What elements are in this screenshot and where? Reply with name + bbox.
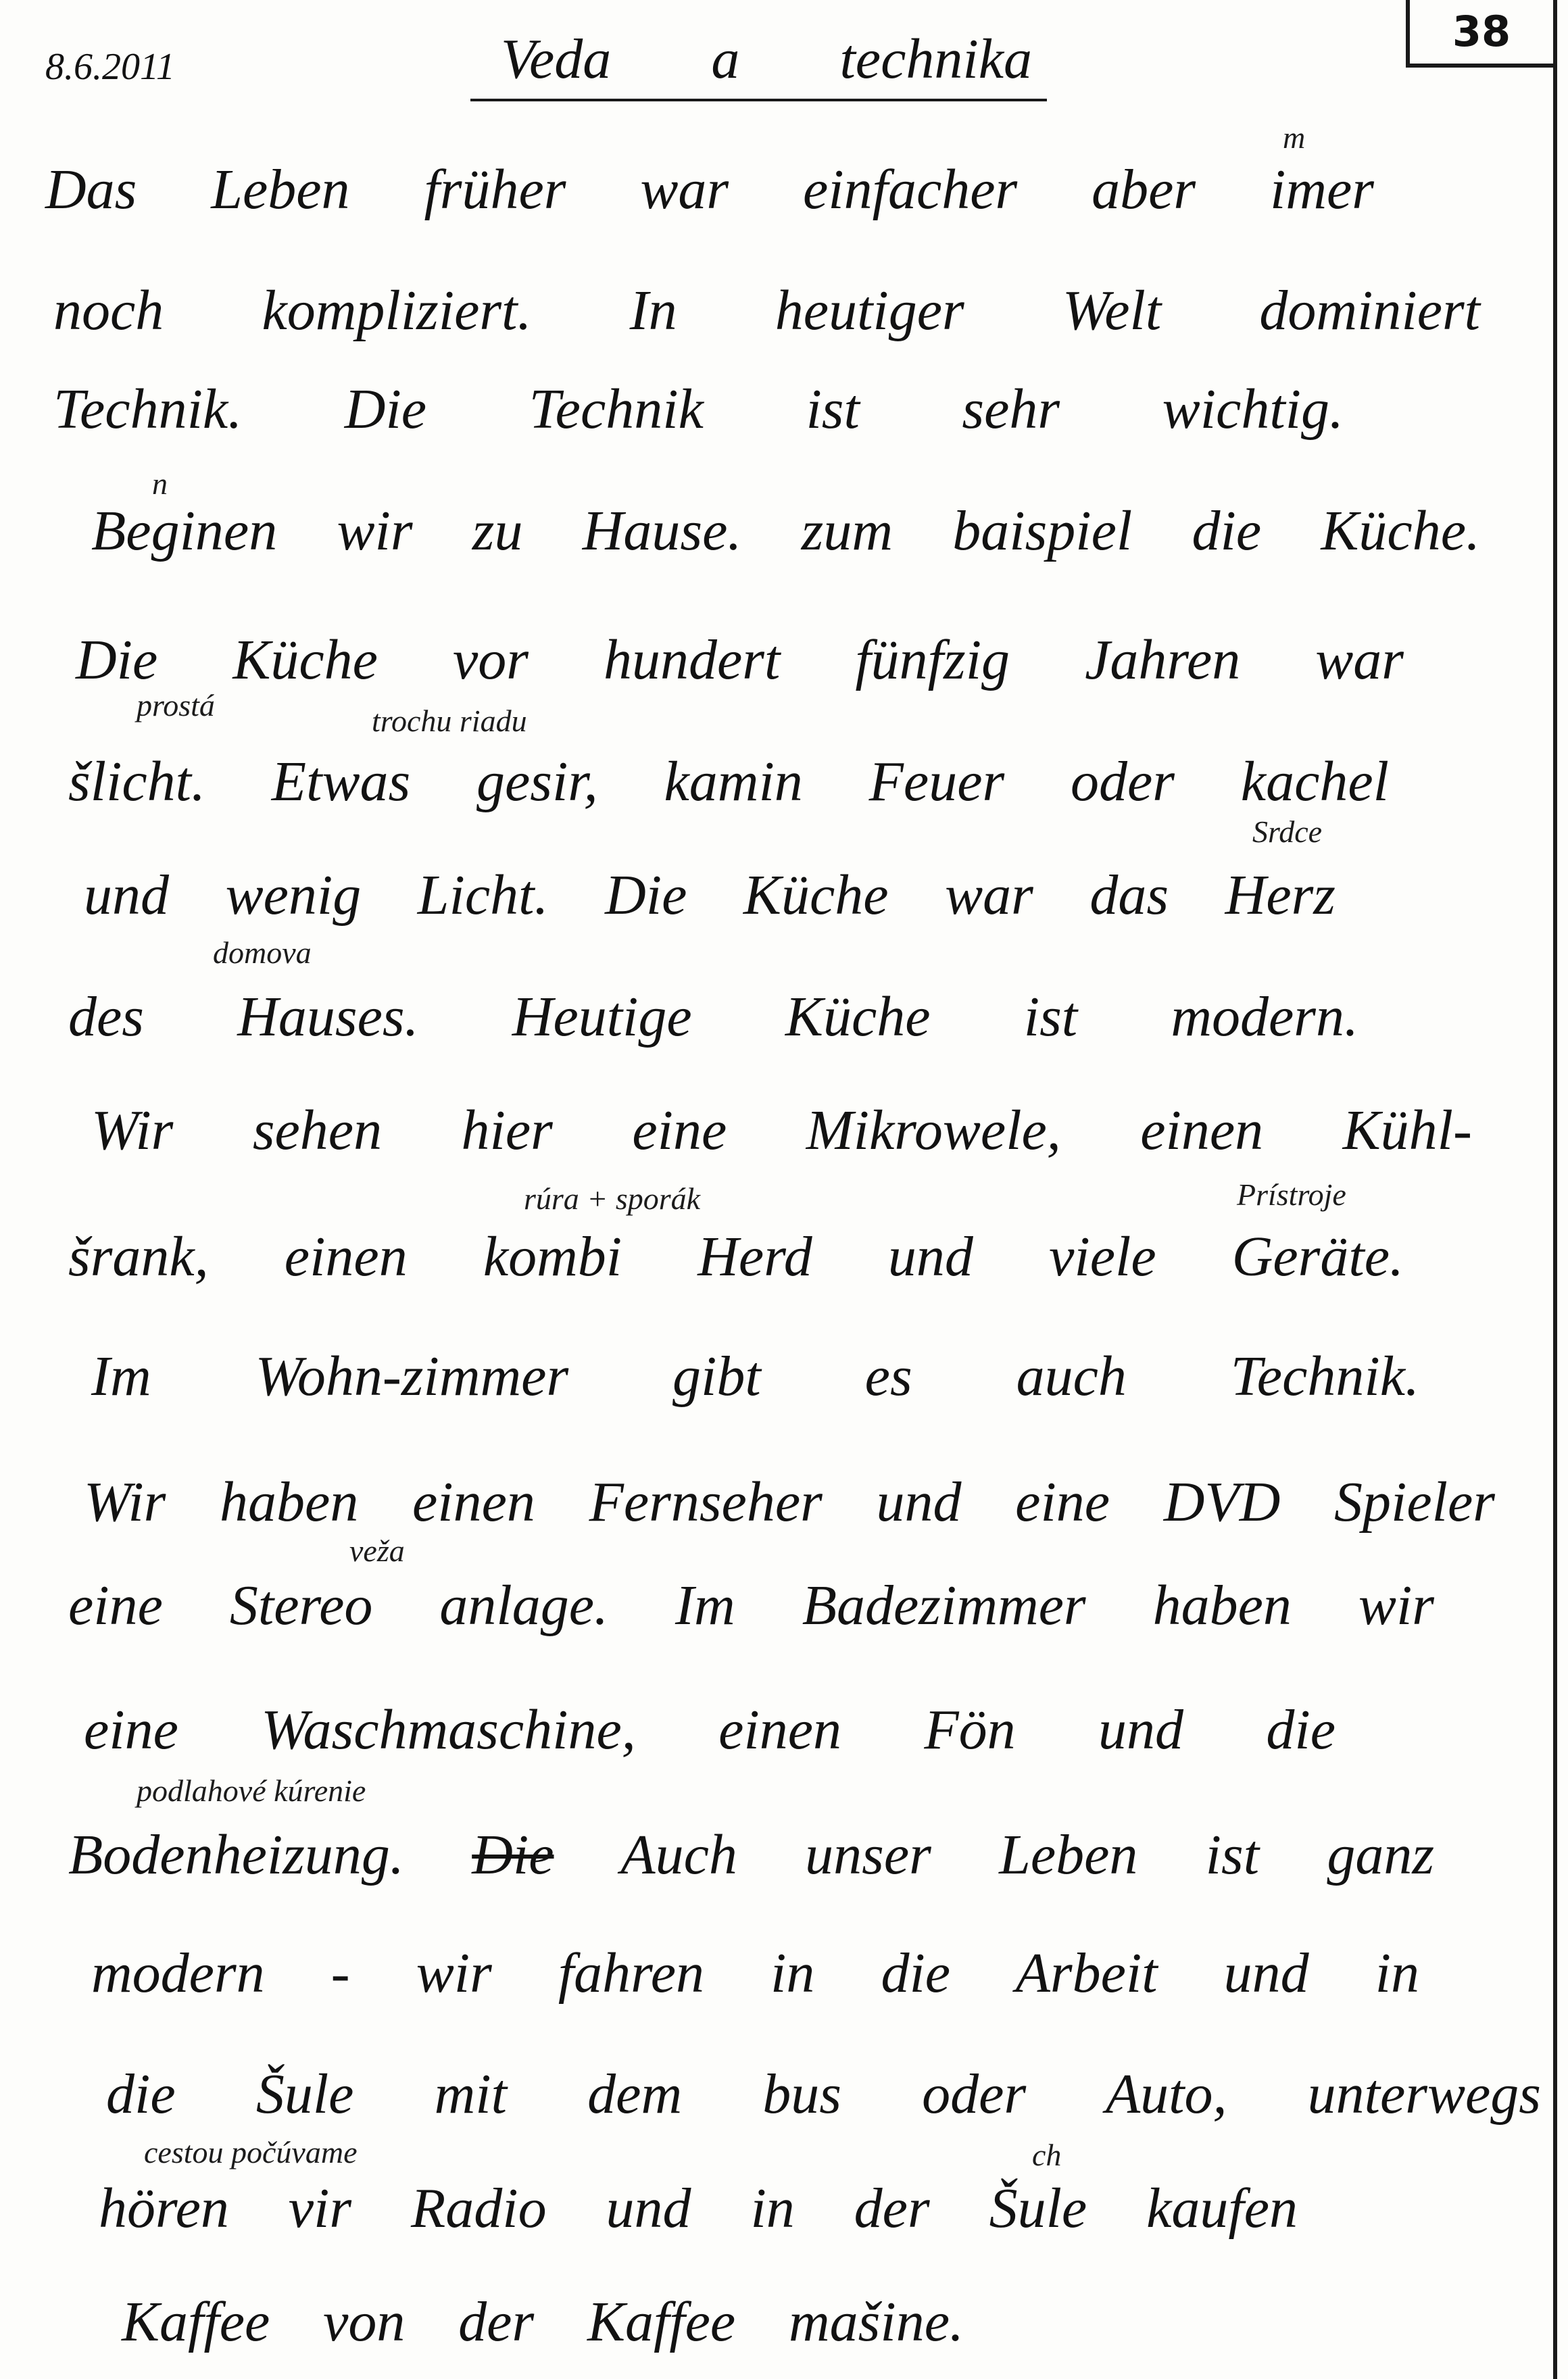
text-line bbox=[68, 1821, 1434, 1890]
annotation: veža bbox=[349, 1534, 405, 1568]
annotation: trochu riadu bbox=[372, 704, 527, 738]
annotation: Srdce bbox=[1252, 814, 1323, 849]
text-segment: Auch unser Leben ist ganz bbox=[620, 1823, 1435, 1886]
annotation: podlahové kúrenie bbox=[137, 1773, 366, 1808]
text-line: und wenig Licht. Die Küche war das Herz bbox=[84, 864, 1336, 927]
text-line: die Šule mit dem bus oder Auto, unterwegs bbox=[106, 2063, 1541, 2126]
annotation: domova bbox=[213, 935, 312, 970]
margin-rule bbox=[1553, 0, 1557, 2379]
text-line: eine Stereo anlage. Im Badezimmer haben wir bbox=[68, 1574, 1434, 1637]
page-title: Veda a technika bbox=[501, 28, 1032, 91]
text-line: Das Leben früher war einfacher aber imer bbox=[45, 158, 1374, 221]
text-line: Wir sehen hier eine Mikrowele, einen Kühl- bbox=[91, 1099, 1472, 1162]
annotation: cestou počúvame bbox=[144, 2135, 358, 2169]
text-line: eine Waschmaschine, einen Fön und die bbox=[84, 1698, 1336, 1761]
text-line: Wir haben einen Fernseher und eine DVD Spieler bbox=[84, 1471, 1495, 1534]
text-segment: Bodenheizung. bbox=[68, 1823, 404, 1886]
text-line: Technik. Die Technik ist sehr wichtig. bbox=[53, 378, 1344, 441]
title-underline bbox=[470, 99, 1047, 101]
date: 8.6.2011 bbox=[45, 46, 175, 88]
page-number-box bbox=[1406, 0, 1553, 68]
annotation: prostá bbox=[137, 688, 215, 722]
text-line: Kaffee von der Kaffee mašine. bbox=[122, 2290, 964, 2353]
annotation: ch bbox=[1032, 2138, 1062, 2172]
annotation: m bbox=[1283, 120, 1306, 155]
crossed-out-word: Die bbox=[472, 1823, 554, 1886]
annotation: Prístroje bbox=[1237, 1177, 1346, 1212]
text-line: modern - wir fahren in die Arbeit und in bbox=[91, 1942, 1419, 2005]
annotation: rúra + sporák bbox=[524, 1181, 701, 1216]
text-line: Im Wohn-zimmer gibt es auch Technik. bbox=[91, 1345, 1419, 1408]
annotation: n bbox=[152, 466, 168, 501]
text-line: šlicht. Etwas gesir, kamin Feuer oder kachel bbox=[68, 750, 1389, 813]
text-line: des Hauses. Heutige Küche ist modern. bbox=[68, 985, 1358, 1048]
page-number: 38 bbox=[1452, 7, 1511, 56]
text-line: Beginen wir zu Hause. zum baispiel die Küche. bbox=[91, 499, 1480, 562]
text-line: hören vir Radio und in der Šule kaufen bbox=[99, 2177, 1298, 2240]
text-line: šrank, einen kombi Herd und viele Geräte. bbox=[68, 1225, 1404, 1288]
text-line: Die Küche vor hundert fünfzig Jahren war bbox=[76, 629, 1404, 691]
text-line: noch kompliziert. In heutiger Welt dominiert bbox=[53, 279, 1480, 342]
